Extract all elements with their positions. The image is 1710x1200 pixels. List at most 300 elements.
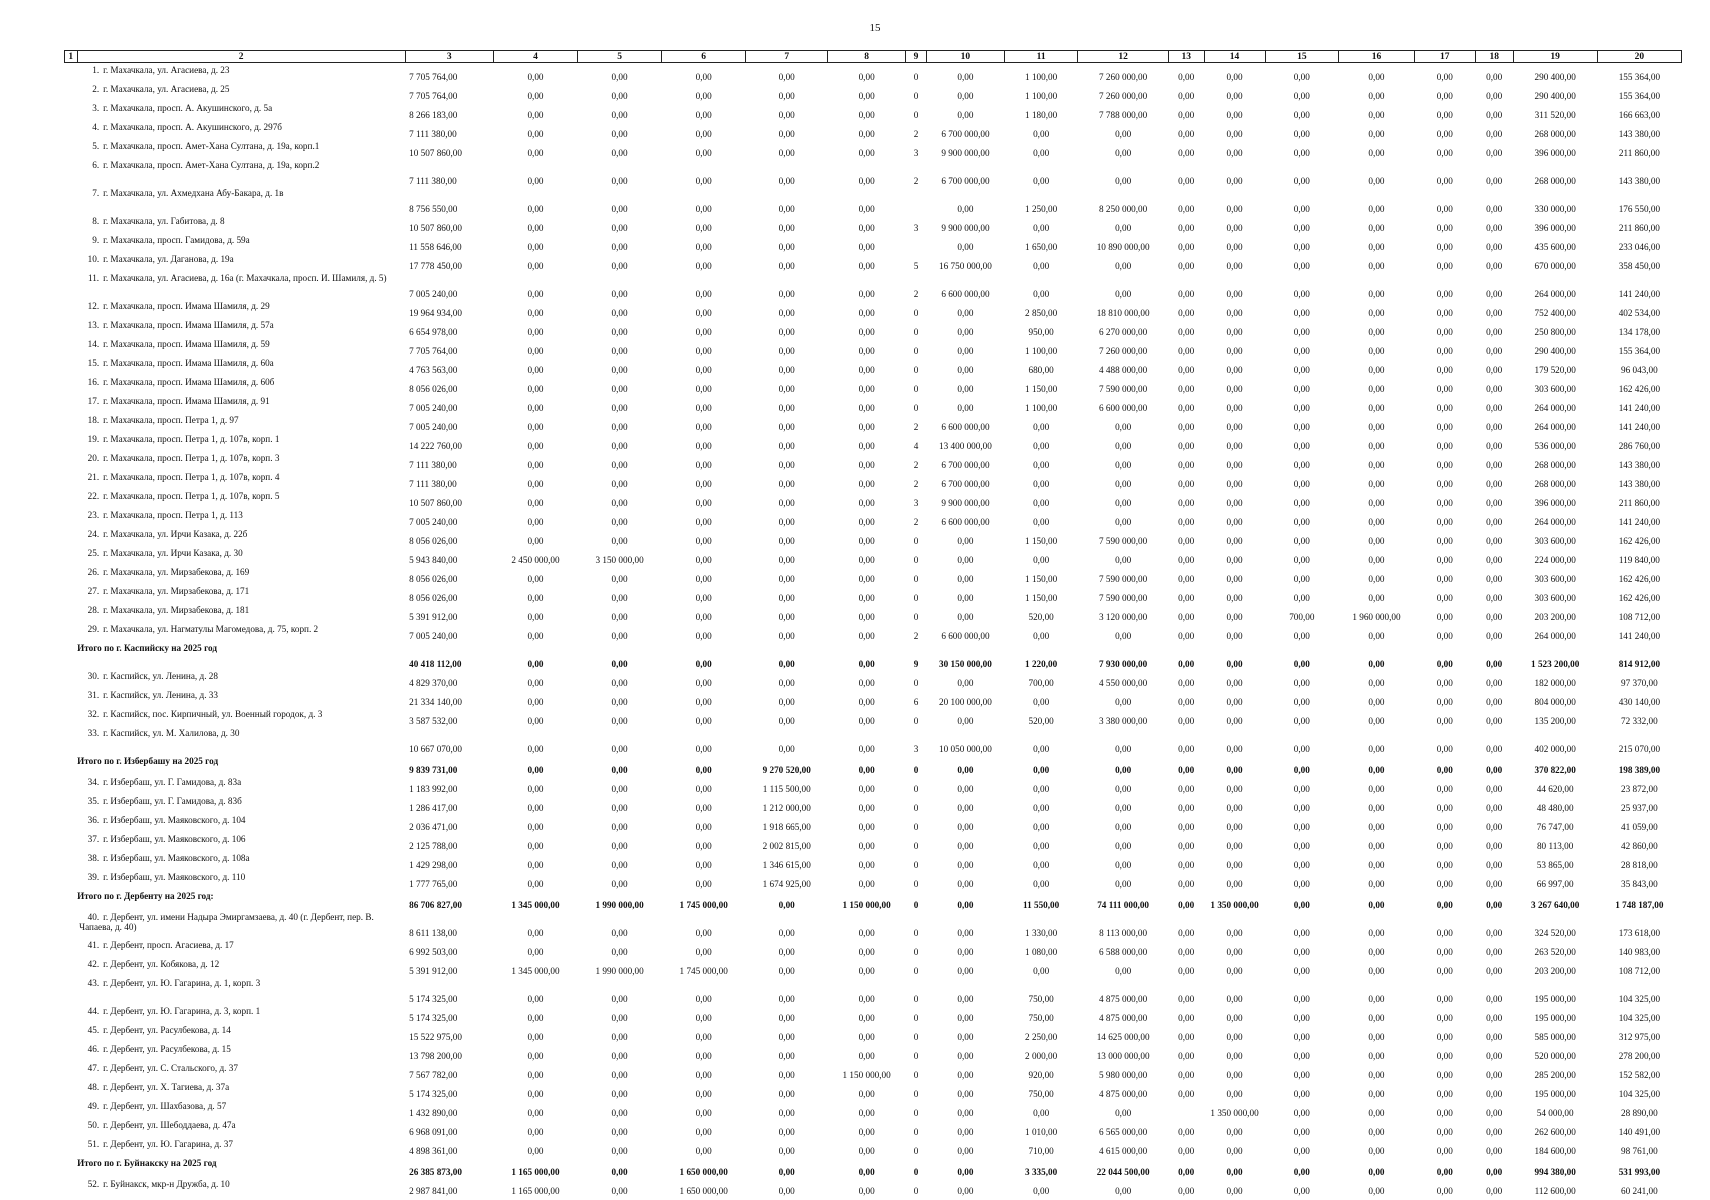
value-cell-col18: 0,00 <box>1486 422 1503 432</box>
value-cell-col6: 0,00 <box>695 536 712 546</box>
value-cell-col4: 0,00 <box>527 1108 544 1118</box>
value-cell-col15: 0,00 <box>1293 841 1310 851</box>
value-cell-col8: 0,00 <box>858 176 875 186</box>
value-cell-col20: 96 043,00 <box>1620 365 1658 375</box>
value-cell-col15: 0,00 <box>1293 129 1310 139</box>
value-cell-col14: 0,00 <box>1226 498 1243 508</box>
value-cell-col5: 0,00 <box>611 697 628 707</box>
value-cell-col16: 0,00 <box>1368 744 1385 754</box>
value-cell-col9: 3 <box>913 223 919 233</box>
value-cell-col11: 1 010,00 <box>1025 1127 1058 1137</box>
value-cell-col17: 0,00 <box>1436 91 1453 101</box>
value-cell-col18: 0,00 <box>1486 678 1503 688</box>
value-cell-col17: 0,00 <box>1436 148 1453 158</box>
value-cell-col7: 0,00 <box>778 1089 795 1099</box>
value-cell-col20: 60 241,00 <box>1620 1186 1658 1196</box>
cell-col1 <box>65 1137 78 1156</box>
value-cell-col7: 0,00 <box>778 678 795 688</box>
value-cell-col12: 0,00 <box>1115 498 1132 508</box>
value-cell-col12: 0,00 <box>1115 479 1132 489</box>
value-cell-col8: 0,00 <box>858 403 875 413</box>
address-text: г. Махачкала, просп. Петра 1, д. 107в, корп. 5 <box>103 491 280 501</box>
value-cell-col19: 264 000,00 <box>1534 517 1576 527</box>
value-cell-col14: 0,00 <box>1226 479 1243 489</box>
value-cell-col19: 290 400,00 <box>1534 91 1576 101</box>
value-cell-col4: 0,00 <box>527 460 544 470</box>
value-cell-col3: 8 756 550,00 <box>409 204 458 214</box>
value-cell-col8: 1 150 000,00 <box>842 1070 891 1080</box>
value-cell-col18: 0,00 <box>1486 784 1503 794</box>
address-cell <box>77 1137 405 1156</box>
subtotal-row <box>65 889 1682 910</box>
row-number: 5. <box>92 141 100 151</box>
value-cell-col14: 0,00 <box>1226 784 1243 794</box>
cell-col1 <box>65 957 78 976</box>
value-cell-col5: 0,00 <box>611 1032 628 1042</box>
column-header-11: 11 <box>1004 51 1078 63</box>
value-cell-col18: 0,00 <box>1486 947 1503 957</box>
value-cell-col5: 0,00 <box>611 261 628 271</box>
value-cell-col7: 0,00 <box>778 517 795 527</box>
table-row <box>65 489 1682 508</box>
value-cell-col16: 0,00 <box>1368 148 1385 158</box>
value-cell-col9: 0 <box>913 403 919 413</box>
cell-col1 <box>65 1042 78 1061</box>
column-header-10: 10 <box>927 51 1005 63</box>
table-row <box>65 870 1682 889</box>
value-cell-col20: 430 140,00 <box>1618 697 1661 707</box>
address-cell <box>77 546 405 565</box>
value-cell-col3: 6 654 978,00 <box>409 327 458 337</box>
value-cell-col13: 0,00 <box>1178 784 1195 794</box>
address-text: г. Дербент, ул. Расулбекова, д. 15 <box>103 1044 231 1054</box>
value-cell-col13: 0,00 <box>1178 308 1195 318</box>
value-cell-col19: 182 000,00 <box>1534 678 1576 688</box>
value-cell-col13: 0,00 <box>1178 72 1195 82</box>
value-cell-col20: 119 840,00 <box>1618 555 1660 565</box>
value-cell-col17: 0,00 <box>1436 1070 1453 1080</box>
address-cell <box>77 63 405 83</box>
value-cell-col8: 0,00 <box>858 697 875 707</box>
value-cell-col18: 0,00 <box>1486 91 1503 101</box>
value-cell-col12: 5 980 000,00 <box>1099 1070 1148 1080</box>
row-number: 37. <box>87 834 100 844</box>
address-text: г. Махачкала, просп. Петра 1, д. 107в, корп. 1 <box>103 434 280 444</box>
value-cell-col4: 0,00 <box>527 1070 544 1080</box>
value-cell-col17: 0,00 <box>1436 261 1453 271</box>
value-cell-col10: 0,00 <box>957 555 974 565</box>
value-cell-col20: 143 380,00 <box>1618 176 1661 186</box>
value-cell-col10: 0,00 <box>957 1070 974 1080</box>
value-cell-col19: 435 600,00 <box>1534 242 1576 252</box>
value-cell-col5: 0,00 <box>611 176 628 186</box>
value-cell-col10: 0,00 <box>957 1013 974 1023</box>
value-cell-col4: 0,00 <box>527 631 544 641</box>
value-cell-col4: 1 165 000,00 <box>511 1186 560 1196</box>
row-number: 3. <box>92 103 100 113</box>
value-cell-col12: 7 260 000,00 <box>1099 72 1148 82</box>
value-cell-col7: 2 002 815,00 <box>762 841 811 851</box>
value-cell-col9: 0 <box>913 822 919 832</box>
value-cell-col10: 0,00 <box>957 947 974 957</box>
value-cell-col7: 0,00 <box>778 91 795 101</box>
value-cell-col19: 262 600,00 <box>1534 1127 1576 1137</box>
value-cell-col4: 0,00 <box>527 612 544 622</box>
value-cell-col19: 264 000,00 <box>1534 403 1576 413</box>
value-cell-col19: 80 113,00 <box>1536 841 1574 851</box>
value-cell-col17: 0,00 <box>1436 994 1453 1004</box>
value-cell-col4: 0,00 <box>527 517 544 527</box>
cell-col1 <box>65 337 78 356</box>
value-cell-col13: 0,00 <box>1178 860 1195 870</box>
address-cell <box>77 299 405 318</box>
value-cell-col15: 0,00 <box>1293 91 1310 101</box>
value-cell-col17: 0,00 <box>1436 441 1453 451</box>
value-cell-col19: 135 200,00 <box>1534 716 1576 726</box>
value-cell-col4: 0,00 <box>527 308 544 318</box>
value-cell-col17: 0,00 <box>1436 659 1453 669</box>
cell-col1 <box>65 622 78 641</box>
value-cell-col11: 0,00 <box>1033 631 1050 641</box>
table-row <box>65 794 1682 813</box>
value-cell-col6: 1 650 000,00 <box>679 1186 728 1196</box>
value-cell-col6: 0,00 <box>695 879 712 889</box>
table-row <box>65 451 1682 470</box>
value-cell-col17: 0,00 <box>1436 517 1453 527</box>
value-cell-col3: 8 056 026,00 <box>409 536 458 546</box>
value-cell-col11: 700,00 <box>1028 678 1054 688</box>
value-cell-col8: 0,00 <box>858 966 875 976</box>
value-cell-col13: 0,00 <box>1178 479 1195 489</box>
value-cell-col11: 0,00 <box>1033 441 1050 451</box>
value-cell-col9: 0 <box>913 765 919 775</box>
value-cell-col12: 0,00 <box>1115 631 1132 641</box>
value-cell-col8: 0,00 <box>858 612 875 622</box>
value-cell-col18: 0,00 <box>1486 1146 1503 1156</box>
address-text: г. Каспийск, ул. Ленина, д. 33 <box>103 690 218 700</box>
value-cell-col14: 0,00 <box>1226 744 1243 754</box>
value-cell-col3: 4 898 361,00 <box>409 1146 458 1156</box>
value-cell-col12: 7 260 000,00 <box>1099 346 1148 356</box>
value-cell-col17: 0,00 <box>1436 1089 1453 1099</box>
value-cell-col3: 10 507 860,00 <box>409 223 462 233</box>
value-cell-col19: 268 000,00 <box>1534 176 1576 186</box>
value-cell-col17: 0,00 <box>1436 242 1453 252</box>
value-cell-col15: 0,00 <box>1293 327 1310 337</box>
value-cell-col19: 66 997,00 <box>1536 879 1574 889</box>
value-cell-col3: 10 667 070,00 <box>409 744 462 754</box>
address-cell <box>77 870 405 889</box>
value-cell-col9: 0 <box>913 1051 919 1061</box>
value-cell-col19: 303 600,00 <box>1534 384 1576 394</box>
column-header-5: 5 <box>578 51 662 63</box>
value-cell-col20: 402 534,00 <box>1618 308 1661 318</box>
value-cell-col11: 1 150,00 <box>1025 593 1058 603</box>
value-cell-col9: 0 <box>913 1032 919 1042</box>
value-cell-col16: 0,00 <box>1368 994 1385 1004</box>
value-cell-col11: 520,00 <box>1028 612 1054 622</box>
value-cell-col20: 162 426,00 <box>1618 593 1661 603</box>
address-text: г. Махачкала, просп. Имама Шамиля, д. 57а <box>103 320 274 330</box>
value-cell-col10: 0,00 <box>957 900 974 910</box>
value-cell-col6: 0,00 <box>695 422 712 432</box>
row-number: 21. <box>87 472 100 482</box>
address-text: г. Махачкала, просп. Имама Шамиля, д. 29 <box>103 301 270 311</box>
value-cell-col4: 0,00 <box>527 422 544 432</box>
value-cell-col18: 0,00 <box>1486 612 1503 622</box>
address-text: г. Махачкала, ул. Даганова, д. 19а <box>103 254 234 264</box>
value-cell-col20: 143 380,00 <box>1618 460 1661 470</box>
value-cell-col3: 14 222 760,00 <box>409 441 462 451</box>
table-row <box>65 470 1682 489</box>
row-number: 33. <box>87 728 100 738</box>
value-cell-col15: 0,00 <box>1293 242 1310 252</box>
address-text: г. Махачкала, ул. Ирчи Казака, д. 30 <box>103 548 243 558</box>
value-cell-col15: 0,00 <box>1293 365 1310 375</box>
value-cell-col17: 0,00 <box>1436 1108 1453 1118</box>
value-cell-col15: 0,00 <box>1293 994 1310 1004</box>
value-cell-col7: 0,00 <box>778 593 795 603</box>
value-cell-col12: 0,00 <box>1115 441 1132 451</box>
value-cell-col9: 2 <box>913 460 919 470</box>
value-cell-col18: 0,00 <box>1486 460 1503 470</box>
value-cell-col16: 0,00 <box>1368 784 1385 794</box>
value-cell-col14: 0,00 <box>1226 517 1243 527</box>
value-cell-col18: 0,00 <box>1486 697 1503 707</box>
value-cell-col13: 0,00 <box>1178 441 1195 451</box>
value-cell-col11: 3 335,00 <box>1025 1167 1058 1177</box>
value-cell-col5: 0,00 <box>611 765 628 775</box>
address-cell <box>77 938 405 957</box>
value-cell-col6: 0,00 <box>695 593 712 603</box>
value-cell-col5: 0,00 <box>611 403 628 413</box>
value-cell-col7: 0,00 <box>778 1070 795 1080</box>
value-cell-col6: 0,00 <box>695 72 712 82</box>
row-number: 52. <box>87 1179 100 1189</box>
value-cell-col8: 0,00 <box>858 555 875 565</box>
value-cell-col9: 0 <box>913 784 919 794</box>
value-cell-col3: 4 763 563,00 <box>409 365 458 375</box>
value-cell-col16: 0,00 <box>1368 242 1385 252</box>
value-cell-col19: 44 620,00 <box>1536 784 1574 794</box>
value-cell-col15: 0,00 <box>1293 1051 1310 1061</box>
value-cell-col18: 0,00 <box>1486 555 1503 565</box>
value-cell-col17: 0,00 <box>1436 879 1453 889</box>
value-cell-col10: 6 600 000,00 <box>941 289 990 299</box>
value-cell-col17: 0,00 <box>1436 716 1453 726</box>
value-cell-col15: 0,00 <box>1293 110 1310 120</box>
value-cell-col7: 0,00 <box>778 1051 795 1061</box>
value-cell-col3: 8 056 026,00 <box>409 574 458 584</box>
value-cell-col11: 11 550,00 <box>1023 900 1060 910</box>
value-cell-col17: 0,00 <box>1436 678 1453 688</box>
value-cell-col4: 0,00 <box>527 1146 544 1156</box>
value-cell-col3: 5 174 325,00 <box>409 994 458 1004</box>
value-cell-col18: 0,00 <box>1486 308 1503 318</box>
value-cell-col3: 5 391 912,00 <box>409 612 458 622</box>
value-cell-col9: 0 <box>913 612 919 622</box>
value-cell-col7: 0,00 <box>778 947 795 957</box>
cell-col1 <box>65 546 78 565</box>
value-cell-col14: 0,00 <box>1226 422 1243 432</box>
value-cell-col7: 0,00 <box>778 498 795 508</box>
value-cell-col15: 0,00 <box>1293 947 1310 957</box>
value-cell-col4: 0,00 <box>527 593 544 603</box>
value-cell-col13: 0,00 <box>1178 91 1195 101</box>
value-cell-col6: 0,00 <box>695 860 712 870</box>
value-cell-col13: 0,00 <box>1178 176 1195 186</box>
value-cell-col12: 7 590 000,00 <box>1099 384 1148 394</box>
column-header-9: 9 <box>906 51 927 63</box>
value-cell-col4: 0,00 <box>527 242 544 252</box>
value-cell-col8: 0,00 <box>858 860 875 870</box>
value-cell-col13: 0,00 <box>1178 1186 1195 1196</box>
value-cell-col7: 0,00 <box>778 365 795 375</box>
value-cell-col9: 2 <box>913 289 919 299</box>
table-row <box>65 910 1682 938</box>
value-cell-col20: 72 332,00 <box>1620 716 1658 726</box>
column-header-4: 4 <box>493 51 577 63</box>
value-cell-col11: 0,00 <box>1033 555 1050 565</box>
row-number: 38. <box>87 853 100 863</box>
value-cell-col13: 0,00 <box>1178 659 1195 669</box>
value-cell-col12: 0,00 <box>1115 697 1132 707</box>
value-cell-col19: 3 267 640,00 <box>1531 900 1580 910</box>
value-cell-col7: 0,00 <box>778 204 795 214</box>
value-cell-col11: 0,00 <box>1033 860 1050 870</box>
value-cell-col6: 0,00 <box>695 479 712 489</box>
value-cell-col5: 0,00 <box>611 1146 628 1156</box>
value-cell-col12: 6 270 000,00 <box>1099 327 1148 337</box>
value-cell-col15: 0,00 <box>1293 536 1310 546</box>
value-cell-col9: 0 <box>913 574 919 584</box>
value-cell-col19: 330 000,00 <box>1534 204 1576 214</box>
value-cell-col10: 0,00 <box>957 784 974 794</box>
value-cell-col5: 0,00 <box>611 110 628 120</box>
value-cell-col15: 700,00 <box>1289 612 1315 622</box>
value-cell-col18: 0,00 <box>1486 928 1503 938</box>
value-cell-col3: 26 385 873,00 <box>409 1167 462 1177</box>
value-cell-col7: 0,00 <box>778 697 795 707</box>
value-cell-col6: 0,00 <box>695 242 712 252</box>
value-cell-col8: 0,00 <box>858 289 875 299</box>
value-cell-col20: 233 046,00 <box>1618 242 1661 252</box>
cell-col1 <box>65 252 78 271</box>
value-cell-col5: 0,00 <box>611 1013 628 1023</box>
row-number: 12. <box>87 301 100 311</box>
value-cell-col13: 0,00 <box>1178 678 1195 688</box>
cell-col1 <box>65 1177 78 1196</box>
address-cell <box>77 957 405 976</box>
row-number: 26. <box>87 567 100 577</box>
value-cell-col18: 0,00 <box>1486 841 1503 851</box>
address-cell <box>77 813 405 832</box>
value-cell-col19: 264 000,00 <box>1534 289 1576 299</box>
value-cell-col6: 0,00 <box>695 91 712 101</box>
address-cell <box>77 101 405 120</box>
value-cell-col19: 994 380,00 <box>1534 1167 1576 1177</box>
value-cell-col16: 0,00 <box>1368 716 1385 726</box>
value-cell-col12: 8 113 000,00 <box>1099 928 1148 938</box>
value-cell-col15: 0,00 <box>1293 1108 1310 1118</box>
column-header-6: 6 <box>662 51 746 63</box>
value-cell-col7: 1 918 665,00 <box>762 822 811 832</box>
value-cell-col12: 4 875 000,00 <box>1099 994 1148 1004</box>
value-cell-col11: 950,00 <box>1028 327 1054 337</box>
value-cell-col6: 0,00 <box>695 204 712 214</box>
value-cell-col10: 20 100 000,00 <box>939 697 992 707</box>
value-cell-col10: 0,00 <box>957 994 974 1004</box>
value-cell-col11: 0,00 <box>1033 422 1050 432</box>
address-text: г. Дербент, ул. Шебоддаева, д. 47а <box>103 1120 236 1130</box>
value-cell-col14: 0,00 <box>1226 148 1243 158</box>
value-cell-col12: 0,00 <box>1115 765 1132 775</box>
column-header-19: 19 <box>1513 51 1597 63</box>
value-cell-col10: 13 400 000,00 <box>939 441 992 451</box>
value-cell-col12: 10 890 000,00 <box>1096 242 1150 252</box>
value-cell-col17: 0,00 <box>1436 928 1453 938</box>
value-cell-col8: 0,00 <box>858 517 875 527</box>
value-cell-col9: 2 <box>913 129 919 139</box>
value-cell-col5: 0,00 <box>611 928 628 938</box>
table-row <box>65 432 1682 451</box>
value-cell-col17: 0,00 <box>1436 1032 1453 1042</box>
value-cell-col6: 0,00 <box>695 555 712 565</box>
value-cell-col13 <box>1168 1099 1204 1118</box>
value-cell-col14: 0,00 <box>1226 947 1243 957</box>
value-cell-col18: 0,00 <box>1486 517 1503 527</box>
value-cell-col15: 0,00 <box>1293 498 1310 508</box>
value-cell-col18: 0,00 <box>1486 148 1503 158</box>
value-cell-col18: 0,00 <box>1486 72 1503 82</box>
table-row <box>65 622 1682 641</box>
value-cell-col17: 0,00 <box>1436 110 1453 120</box>
value-cell-col6: 0,00 <box>695 460 712 470</box>
value-cell-col20: 162 426,00 <box>1618 574 1661 584</box>
value-cell-col4: 0,00 <box>527 289 544 299</box>
value-cell-col14: 0,00 <box>1226 716 1243 726</box>
row-number: 47. <box>87 1063 100 1073</box>
value-cell-col10: 0,00 <box>957 716 974 726</box>
address-text: г. Каспийск, ул. Ленина, д. 28 <box>103 671 218 681</box>
value-cell-col15: 0,00 <box>1293 384 1310 394</box>
value-cell-col6: 0,00 <box>695 784 712 794</box>
value-cell-col8: 0,00 <box>858 822 875 832</box>
value-cell-col3: 9 839 731,00 <box>409 765 458 775</box>
value-cell-col3: 19 964 934,00 <box>409 308 462 318</box>
value-cell-col17: 0,00 <box>1436 204 1453 214</box>
value-cell-col18: 0,00 <box>1486 659 1503 669</box>
address-text: г. Махачкала, ул. Нагматулы Магомедова, д. 75, корп. 2 <box>103 624 319 634</box>
value-cell-col20: 104 325,00 <box>1618 1089 1661 1099</box>
value-cell-col20: 41 059,00 <box>1620 822 1658 832</box>
value-cell-col14: 0,00 <box>1226 1051 1243 1061</box>
value-cell-col6: 0,00 <box>695 697 712 707</box>
value-cell-col5: 0,00 <box>611 678 628 688</box>
value-cell-col14: 0,00 <box>1226 631 1243 641</box>
value-cell-col13: 0,00 <box>1178 555 1195 565</box>
value-cell-col9 <box>906 186 927 214</box>
value-cell-col14: 0,00 <box>1226 176 1243 186</box>
address-cell <box>77 1099 405 1118</box>
table-row <box>65 508 1682 527</box>
value-cell-col18: 0,00 <box>1486 536 1503 546</box>
value-cell-col17: 0,00 <box>1436 536 1453 546</box>
value-cell-col13: 0,00 <box>1178 204 1195 214</box>
value-cell-col19: 311 520,00 <box>1534 110 1576 120</box>
row-number: 14. <box>87 339 100 349</box>
value-cell-col9: 3 <box>913 498 919 508</box>
